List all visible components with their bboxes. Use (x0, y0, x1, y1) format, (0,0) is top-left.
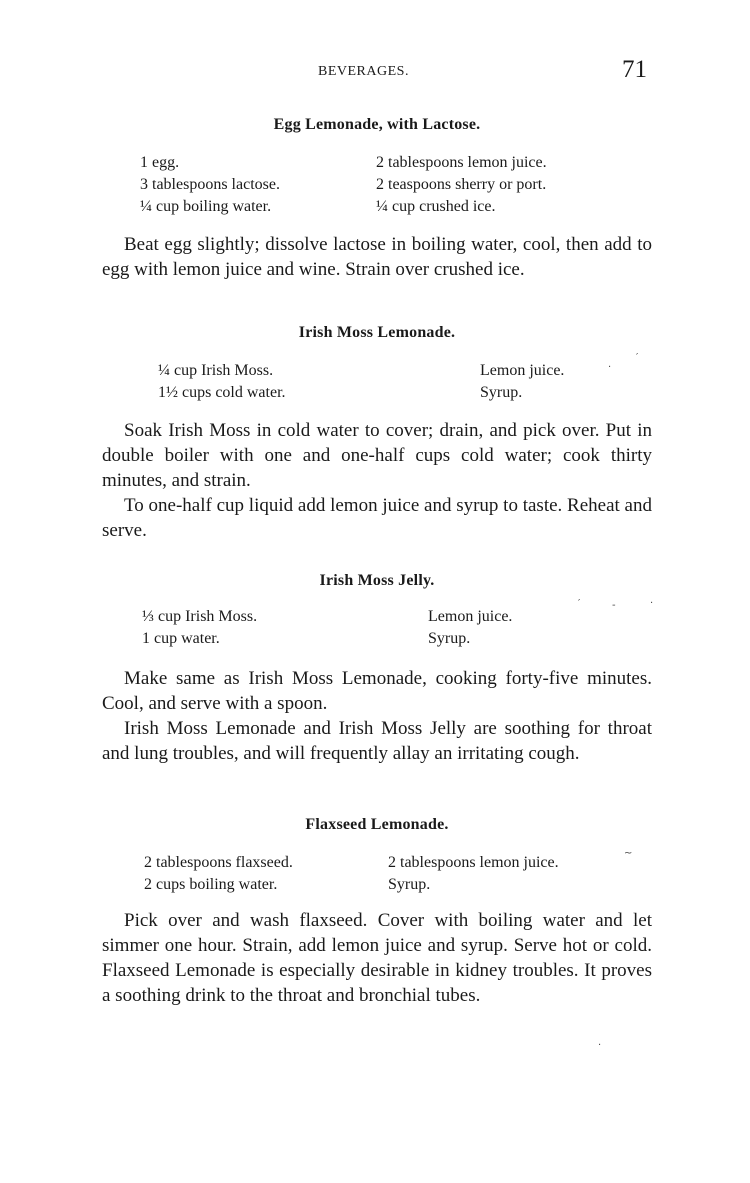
recipe-instructions: Pick over and wash flaxseed. Cover with boiling water and let simmer one hour. Strain, add lemon juice and syrup. Serve hot or cold. Flaxseed Lemonade is especially desirable in kidney troubles. It proves a soothing drink to the throat and bronchial tubes. (102, 910, 652, 1006)
ingredient-column-right (480, 360, 652, 404)
scan-speck: - (612, 600, 616, 611)
scan-speck: ′ (636, 352, 639, 363)
recipe-instructions: Beat egg slightly; dissolve lactose in boiling water, cool, then add to egg with lemon juice and wine. Strain over crushed ice. (102, 234, 652, 280)
recipe-irish-moss-jelly (102, 572, 652, 766)
running-head (0, 56, 750, 84)
ingredient: 1½ cups cold water. (158, 384, 286, 401)
ingredient-column-left (142, 606, 428, 650)
ingredient: Lemon juice. (428, 608, 513, 625)
scan-speck: ~ (624, 848, 633, 859)
ingredient-column-right (388, 852, 652, 896)
recipe-title: Irish Moss Jelly. (319, 572, 435, 589)
ingredient: ¼ cup crushed ice. (376, 198, 496, 215)
ingredient: ⅓ cup Irish Moss. (142, 608, 258, 625)
scan-speck: · (608, 362, 612, 373)
scan-speck: · (598, 1040, 602, 1051)
ingredient: 2 cups boiling water. (144, 876, 278, 893)
ingredient-list (158, 360, 652, 404)
recipe-title: Irish Moss Lemonade. (298, 324, 456, 341)
ingredient-column-right (376, 152, 652, 218)
ingredient: 2 teaspoons sherry or port. (376, 176, 547, 193)
ingredient: 2 tablespoons lemon juice. (376, 154, 547, 171)
recipe-instructions: To one-half cup liquid add lemon juice and syrup to taste. Reheat and serve. (102, 495, 652, 541)
ingredient: Lemon juice. (480, 362, 565, 379)
scan-speck: ′ (578, 598, 581, 609)
recipe-instructions: Soak Irish Moss in cold water to cover; drain, and pick over. Put in double boiler with one and one-half cups cold water; cook thirty minutes, and strain. (102, 420, 652, 491)
ingredient: Syrup. (388, 876, 431, 893)
ingredient-list (142, 606, 652, 650)
ingredient-column-left (144, 852, 388, 896)
recipe-flaxseed-lemonade (102, 816, 652, 1008)
scan-speck: · (650, 598, 654, 609)
recipe-irish-moss-lemonade (102, 324, 652, 543)
ingredient: Syrup. (428, 630, 471, 647)
ingredient: 1 egg. (140, 154, 180, 171)
ingredient-list (140, 152, 652, 218)
ingredient: ¼ cup boiling water. (140, 198, 272, 215)
recipe-instructions: Make same as Irish Moss Lemonade, cooking forty-five minutes. Cool, and serve with a spoon. (102, 668, 652, 714)
ingredient-list (144, 852, 652, 896)
ingredient: 3 tablespoons lactose. (140, 176, 280, 193)
running-title: BEVERAGES. (318, 64, 409, 79)
ingredient-column-left (158, 360, 480, 404)
ingredient: ¼ cup Irish Moss. (158, 362, 274, 379)
ingredient-column-right (428, 606, 652, 650)
recipe-instructions: Irish Moss Lemonade and Irish Moss Jelly are soothing for throat and lung troubles, and will frequently allay an irritating cough. (102, 718, 652, 764)
ingredient: 1 cup water. (142, 630, 220, 647)
recipe-title: Flaxseed Lemonade. (305, 816, 449, 833)
ingredient: 2 tablespoons lemon juice. (388, 854, 559, 871)
page-number: 71 (622, 56, 647, 83)
ingredient-column-left (140, 152, 376, 218)
ingredient: 2 tablespoons flaxseed. (144, 854, 293, 871)
recipe-egg-lemonade (102, 116, 652, 282)
recipe-title: Egg Lemonade, with Lactose. (273, 116, 481, 133)
ingredient: Syrup. (480, 384, 523, 401)
